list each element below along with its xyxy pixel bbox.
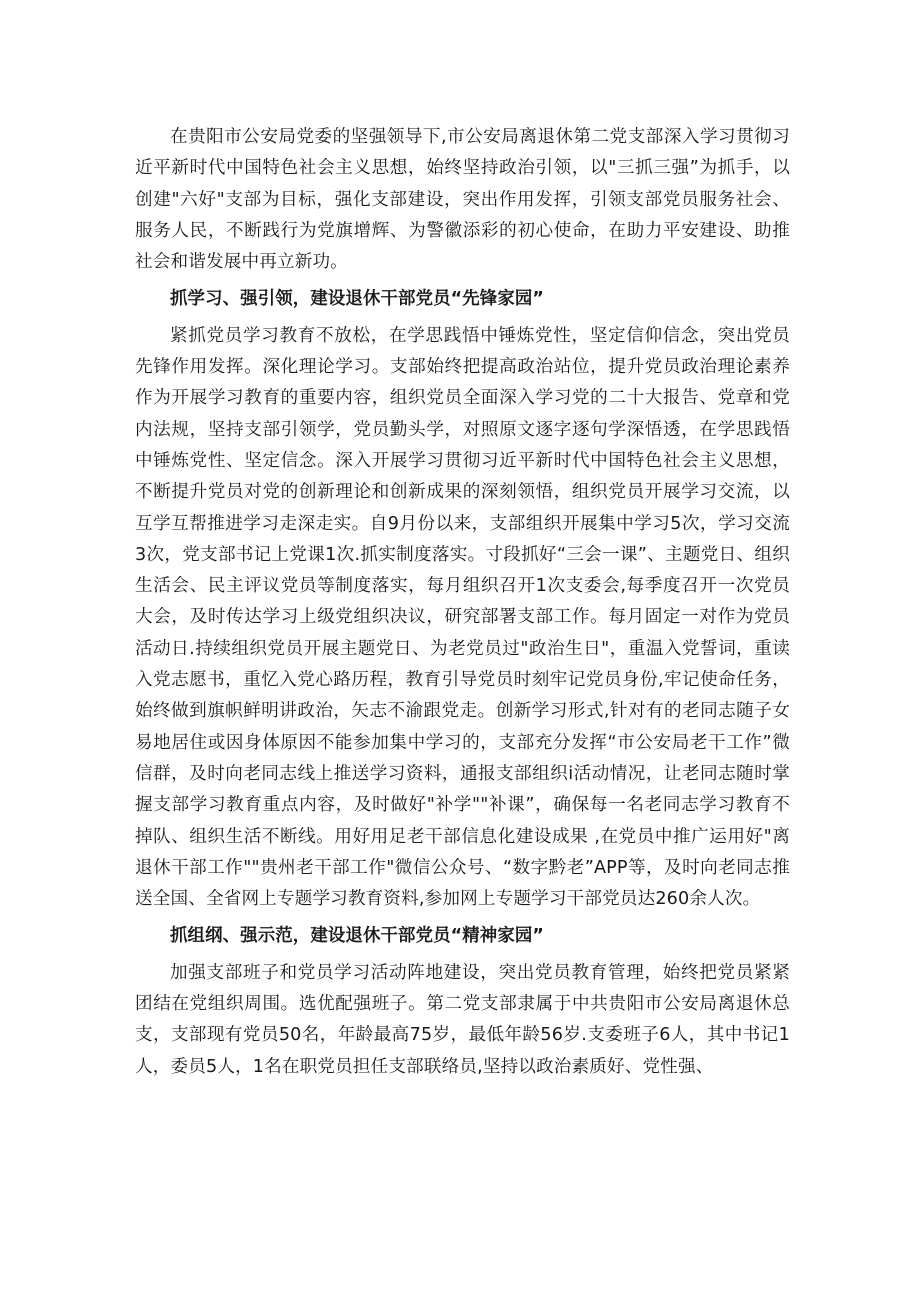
intro-paragraph: 在贵阳市公安局党委的坚强领导下,市公安局离退休第二党支部深入学习贯彻习近平新时代中国特色社会主义思想，始终坚持政治引领，以"三抓三强”为抓手，以创建"六好"支部为目标，强化支部建设，突出作用发挥，引领支部党员服务社会、服务人民，不断践行为党旗增辉、为警徽添彩的初心使命，在助力平安建设、助推社会和谐发展中再立新功。 <box>135 127 790 273</box>
document-body <box>135 122 790 1083</box>
section-heading-pioneer-home: 抓学习、强引领，建设退休干部党员“先锋家园” <box>170 289 544 310</box>
section-body-study: 紧抓党员学习教育不放松，在学思践悟中锤炼党性，坚定信仰信念，突出党员先锋作用发挥。深化理论学习。支部始终把提高政治站位，提升党员政治理论素养作为开展学习教育的重要内容，组织党员全面深入学习党的二十大报告、党章和党内法规，坚持支部引领学，党员勤头学，对照原文逐字逐句学深悟透，在学思践悟中锤炼党性、坚定信念。深入开展学习贯彻习近平新时代中国特色社会主义思想，不断提升党员对党的创新理论和创新成果的深刻领悟，组织党员开展学习交流，以互学互帮推进学习走深走实。自9月份以来，支部组织开展集中学习5次，学习交流3次，党支部书记上党课1次.抓实制度落实。寸段抓好“三会一课”、主题党日、组织生活会、民主评议党员等制度落实，每月组织召开1次支委会,每季度召开一次党员大会，及时传达学习上级党组织决议，研究部署支部工作。每月固定一对作为党员活动日.持续组织党员开展主题党日、为老党员过"政治生日"，重温入党誓词，重读入党志愿书，重忆入党心路历程，教育引导党员时刻牢记党员身份,牢记使命任务，始终做到旗帜鲜明讲政治，矢志不渝跟党走。创新学习形式,针对有的老同志随子女易地居住或因身体原因不能参加集中学习的，支部充分发挥“市公安局老干工作”微信群，及时向老同志线上推送学习资料，通报支部组织i活动情况，让老同志随时掌握支部学习教育重点内容，及时做好"补学""补课”，确保每一名老同志学习教育不掉队、组织生活不断线。用好用足老干部信息化建设成果 ,在党员中推广运用好"离退休干部工作""贵州老干部工作"微信公众号、“数字黔老”APP等，及时向老同志推送全国、全省网上专题学习教育资料,参加网上专题学习干部党员达260余人次。 <box>135 325 790 910</box>
section-heading-spirit-home: 抓组纲、强示范，建设退休干部党员“精神家园” <box>170 926 544 947</box>
section-body-organization: 加强支部班子和党员学习活动阵地建设，突出党员教育管理，始终把党员紧紧团结在党组织周围。选优配强班子。第二党支部隶属于中共贵阳市公安局离退休总支，支部现有党员50名，年龄最高75岁，最低年龄56岁.支委班子6人，其中书记1人，委员5人，1名在职党员担任支部联络员,坚持以政治素质好、党性强、 <box>135 962 790 1077</box>
